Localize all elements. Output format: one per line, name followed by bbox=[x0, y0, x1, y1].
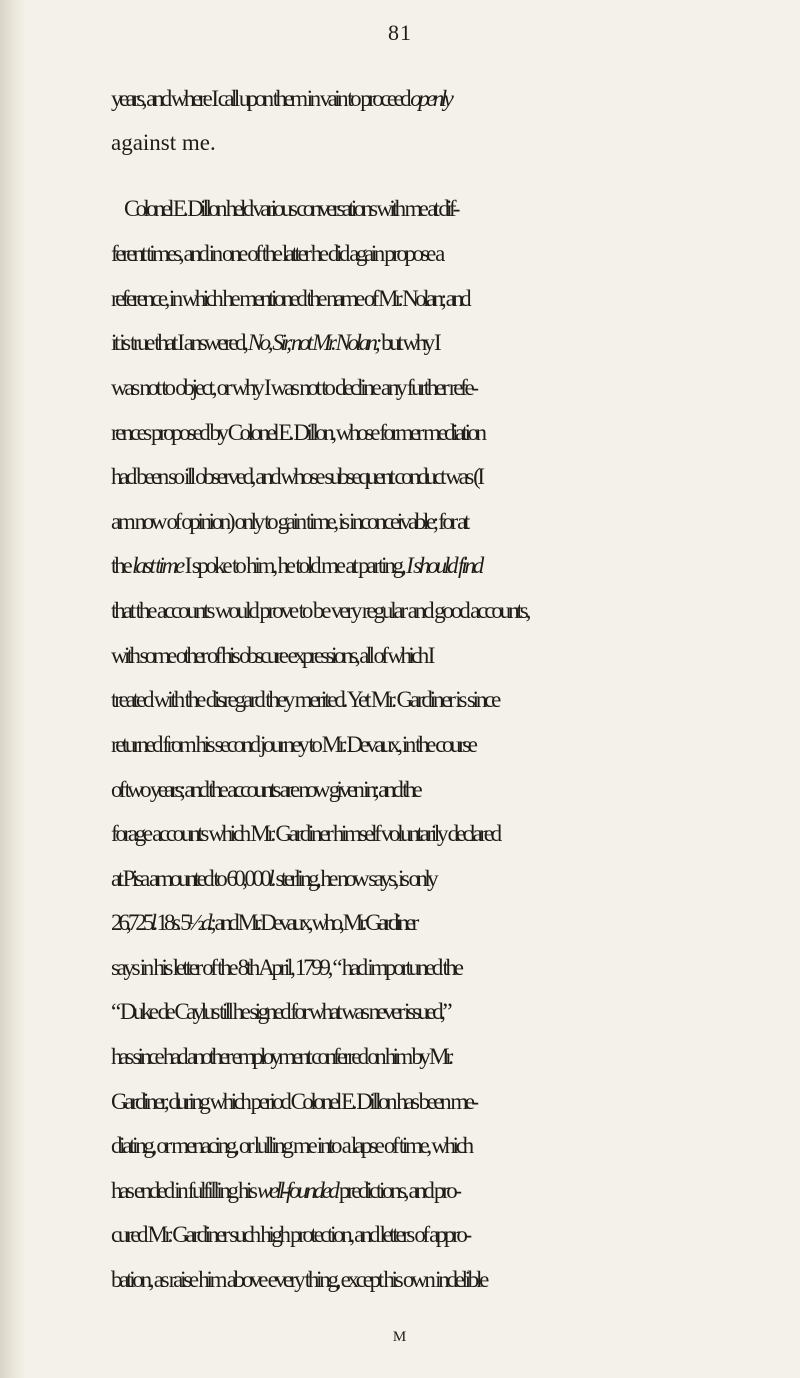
text-line bbox=[111, 596, 800, 626]
italic-text: well-founded bbox=[257, 1178, 337, 1203]
text-line bbox=[111, 1220, 800, 1250]
text-run: 5½ bbox=[178, 910, 201, 935]
text-line bbox=[111, 1176, 800, 1206]
text-line bbox=[111, 1087, 800, 1117]
text-line bbox=[111, 819, 800, 849]
text-run: has since had another employment conferred on him by Mr. bbox=[111, 1044, 451, 1069]
text-line bbox=[111, 328, 800, 358]
text-line bbox=[111, 1265, 800, 1295]
text-line bbox=[111, 953, 800, 983]
italic-text: d. bbox=[200, 910, 211, 935]
text-run: 26,725 bbox=[111, 910, 151, 935]
text-run: treated with the disregard they merited. Yet Mr. Gardiner is since bbox=[111, 687, 499, 712]
text-line bbox=[111, 239, 800, 269]
text-run: had been so ill observed, and whose subsequent conduct was (I bbox=[111, 464, 482, 489]
text-run: against me. bbox=[111, 130, 216, 155]
text-run: at Pisa amounted to 60,000 bbox=[111, 866, 269, 891]
text-run: with some other of his obscure expressions, all of which I bbox=[111, 643, 432, 668]
text-run: says in his letter of the 8th April, 1799, “ had importuned the bbox=[111, 955, 461, 980]
text-line bbox=[111, 128, 800, 158]
text-line bbox=[111, 1042, 800, 1072]
text-run: I spoke to him, he told me at parting, bbox=[182, 553, 407, 578]
text-line bbox=[111, 864, 800, 894]
text-run: bation, as raise him above every thing, except his own indelible bbox=[111, 1267, 487, 1292]
text-run: forage accounts which Mr. Gardiner himself voluntarily declared bbox=[111, 821, 499, 846]
text-line bbox=[111, 1131, 800, 1161]
text-run: sterling, he now says, is only bbox=[273, 866, 436, 891]
text-line bbox=[111, 997, 800, 1027]
text-line bbox=[111, 84, 800, 114]
text-run: Colonel E. Dillon held various conversations with me at dif- bbox=[124, 196, 457, 221]
text-run: returned from his second journey to Mr. Devaux, in the course bbox=[111, 732, 475, 757]
text-line bbox=[124, 194, 800, 224]
text-run: years, and where I call upon them in vain to proceed bbox=[111, 86, 411, 111]
text-run: reference, in which he mentioned the name of Mr. Nolan; and bbox=[111, 286, 469, 311]
page-number: 81 bbox=[388, 20, 412, 45]
text-run: of two years; and the accounts are now given in; and the bbox=[111, 777, 419, 802]
text-run: predictions, and pro- bbox=[336, 1178, 459, 1203]
text-run: ferent times, and in one of the latter he did again propose a bbox=[111, 241, 442, 266]
italic-text: l. bbox=[268, 866, 274, 891]
text-run: has ended in fulfilling his bbox=[111, 1178, 257, 1203]
signature-mark: M bbox=[392, 1329, 408, 1345]
text-line bbox=[111, 507, 800, 537]
text-run: but why I bbox=[378, 330, 439, 355]
text-run: “ Duke de Caylus till he signed for what was never issued,” bbox=[111, 999, 450, 1024]
text-line bbox=[111, 641, 800, 671]
text-run: cured Mr. Gardiner such high protection, and letters of appro- bbox=[111, 1222, 469, 1247]
text-line bbox=[111, 373, 800, 403]
text-run: it is true that I answered, bbox=[111, 330, 248, 355]
text-line bbox=[111, 462, 800, 492]
text-run: 18 bbox=[154, 910, 172, 935]
italic-text: l. bbox=[150, 910, 155, 935]
italic-text: last time bbox=[132, 553, 183, 578]
text-run: Gardiner, during which period Colonel E. Dillon has been me- bbox=[111, 1089, 476, 1114]
page-binding-shadow bbox=[0, 0, 26, 1378]
italic-text: No, Sir, not Mr. Nolan; bbox=[247, 330, 379, 355]
text-line bbox=[111, 551, 800, 581]
text-run: rences proposed by Colonel E. Dillon, whose former mediation bbox=[111, 420, 484, 445]
text-run: am now of opinion) only to gain time, is inconceivable; for at bbox=[111, 509, 467, 534]
text-run: that the accounts would prove to be very regular and good accounts, bbox=[111, 598, 529, 623]
text-line bbox=[111, 775, 800, 805]
text-line bbox=[111, 685, 800, 715]
italic-text: openly bbox=[410, 86, 451, 111]
text-run: ; and Mr. Devaux, who, Mr. Gardiner bbox=[210, 910, 416, 935]
text-line bbox=[111, 908, 800, 938]
text-line bbox=[111, 418, 800, 448]
text-line bbox=[111, 730, 800, 760]
text-line bbox=[111, 284, 800, 314]
text-run: diating, or menacing, or lulling me into a lapse of time, which bbox=[111, 1133, 471, 1158]
italic-text: I should find bbox=[406, 553, 482, 578]
text-run: was not to object, or why I was not to decline any further refe- bbox=[111, 375, 476, 400]
italic-text: s. bbox=[171, 910, 179, 935]
text-run: the bbox=[111, 553, 133, 578]
